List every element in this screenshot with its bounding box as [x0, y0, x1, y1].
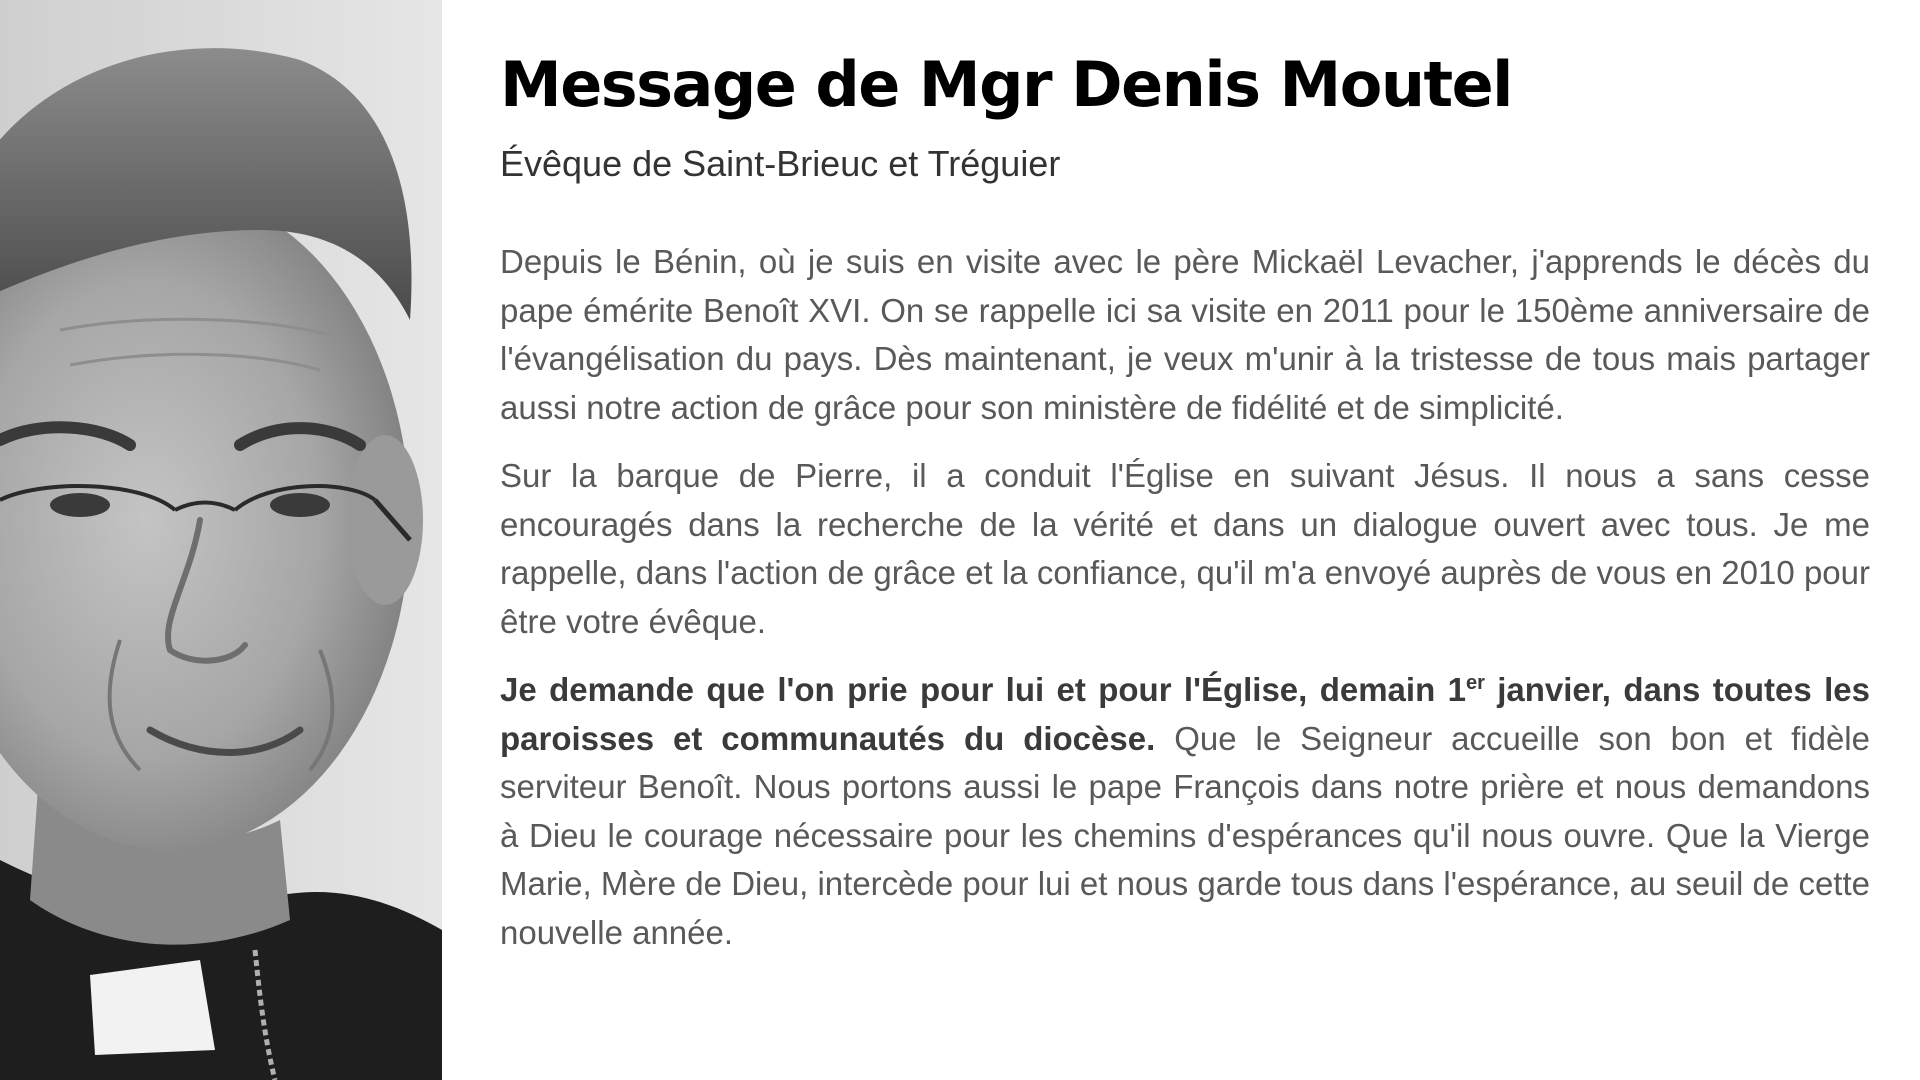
paragraph-3	[500, 666, 1870, 957]
ordinal-superscript: er	[1465, 672, 1485, 694]
paragraph-2: Sur la barque de Pierre, il a conduit l'Église en suivant Jésus. Il nous a sans cesse encouragés dans la recherche de la vérité et dans un dialogue ouvert avec tous. Je me rappelle, dans l'action de grâce et la confiance, qu'il m'a envoyé auprès de vous en 2010 pour être votre évêque.	[500, 457, 1870, 640]
message-content	[500, 40, 1870, 977]
prayer-request-text-end: janvier, dans toutes les paroisses et communautés du diocèse.	[500, 671, 1870, 757]
message-body	[500, 238, 1870, 957]
paragraph-1: Depuis le Bénin, où je suis en visite avec le père Mickaël Levacher, j'apprends le décès du pape émérite Benoît XVI. On se rappelle ici sa visite en 2011 pour le 150ème anniversaire de l'évangélisation du pays. Dès maintenant, je veux m'unir à la tristesse de tous mais partager aussi notre action de grâce pour son ministère de fidélité et de simplicité.	[500, 243, 1870, 426]
prayer-request-text-start: Je demande que l'on prie pour lui et pour l'Église, demain 1	[500, 671, 1466, 708]
portrait-photo	[0, 0, 442, 1080]
portrait-illustration	[0, 0, 442, 1080]
paragraph-3-rest: Que le Seigneur accueille son bon et fidèle serviteur Benoît. Nous portons aussi le pape François dans notre prière et nous demandons à Dieu le courage nécessaire pour les chemins d'espérances qu'il nous ouvre. Que la Vierge Marie, Mère de Dieu, intercède pour lui et nous garde tous dans l'espérance, au seuil de cette nouvelle année.	[500, 719, 1870, 951]
page-subtitle: Évêque de Saint-Brieuc et Tréguier	[500, 143, 1061, 184]
page-title: Message de Mgr Denis Moutel	[500, 48, 1512, 121]
